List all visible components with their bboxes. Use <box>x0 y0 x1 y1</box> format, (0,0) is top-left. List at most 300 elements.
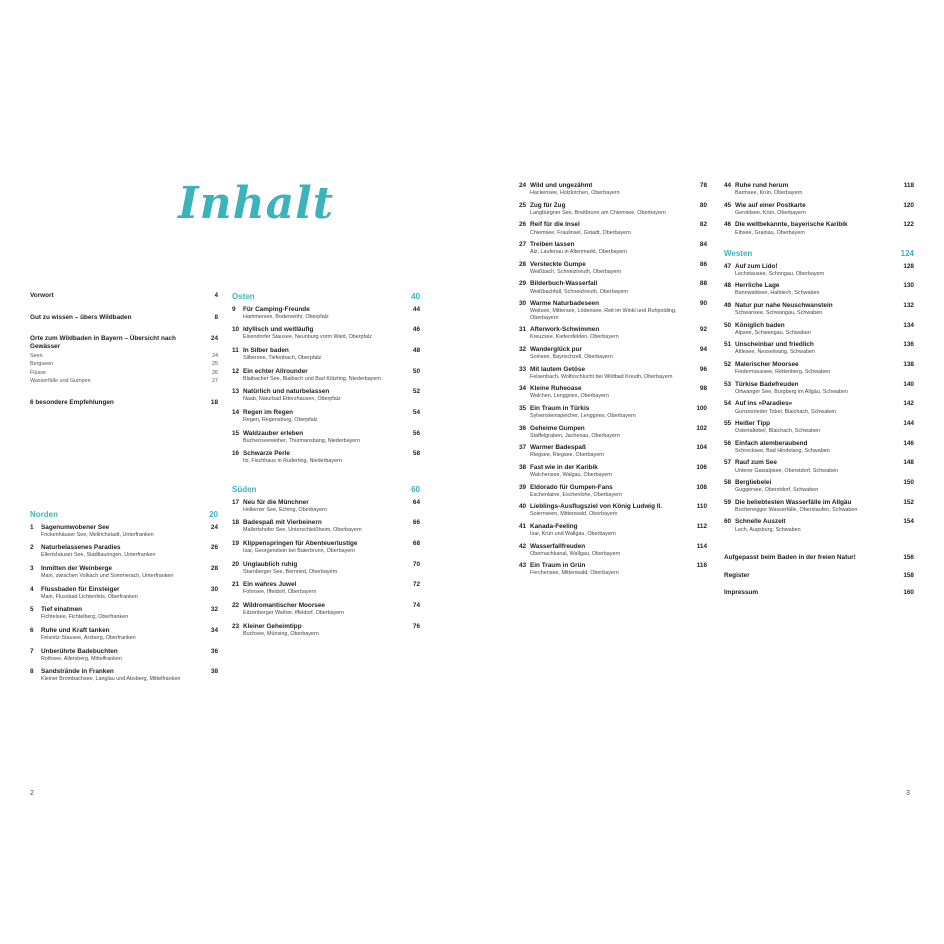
entry-page-number: 24 <box>210 523 218 531</box>
entry-title: Auf ins »Paradies« <box>735 400 793 408</box>
entry-page-number: 30 <box>210 585 218 593</box>
overview-item-page: 27 <box>212 378 218 385</box>
entry-location: Hammersee, Bodenwöhr, Oberpfalz <box>243 313 329 320</box>
entry-number: 57 <box>724 459 732 467</box>
section-heading[interactable] <box>724 249 914 259</box>
toc-entry[interactable] <box>30 399 218 407</box>
entry-page-number: 148 <box>903 459 914 467</box>
entry-title: Tief einatmen <box>41 606 83 614</box>
entry-page-number: 24 <box>210 335 218 343</box>
entry-location: Ostertaltobel, Blaichach, Schwaben <box>735 428 821 435</box>
entry-title: Ein wahres Juwel <box>243 581 297 589</box>
toc-entry-row <box>232 581 420 589</box>
entry-page-number: 118 <box>903 182 914 189</box>
entry-title: Ein echter Allrounder <box>243 367 308 375</box>
section-page: 124 <box>900 249 914 259</box>
entry-page-number: 66 <box>412 519 420 527</box>
entry-title: Treiben lassen <box>530 241 575 249</box>
toc-entry[interactable] <box>519 562 707 577</box>
entry-page-number: 56 <box>412 429 420 437</box>
toc-entry[interactable] <box>232 581 420 596</box>
toc-entry[interactable] <box>519 484 707 499</box>
entry-location: Regen, Regensburg, Oberpfalz <box>243 417 318 424</box>
section-name: Westen <box>724 249 753 259</box>
toc-entry[interactable] <box>519 221 707 236</box>
toc-entry-row <box>30 524 218 532</box>
entry-title: Türkise Badefreuden <box>735 380 799 388</box>
toc-entry-row <box>519 425 707 433</box>
entry-number: 16 <box>232 450 240 458</box>
entry-title: Reif für die Insel <box>530 221 580 229</box>
toc-entry-row <box>724 361 914 369</box>
entry-page-number: 74 <box>412 601 420 609</box>
entry-title: Wildromantischer Moorsee <box>243 601 325 609</box>
entry-page-number: 44 <box>412 305 420 313</box>
entry-number: 34 <box>519 385 527 393</box>
entry-page-number: 86 <box>699 260 707 268</box>
entry-location: Walchensee, Walgau, Oberbayern <box>530 472 612 479</box>
toc-entry-row <box>724 400 914 408</box>
entry-page-number: 72 <box>412 581 420 589</box>
toc-entry-row <box>232 499 420 507</box>
entry-location: Fiedermaussee, Rettenberg, Schwaben <box>735 369 830 376</box>
toc-entry-row <box>30 565 218 573</box>
entry-location: Alpsee, Schwangau, Schwaben <box>735 329 811 336</box>
entry-page-number: 96 <box>699 365 707 373</box>
toc-entry-row <box>724 572 914 580</box>
toc-entry[interactable] <box>724 479 914 494</box>
folio-right: 3 <box>906 790 910 797</box>
toc-entry-row <box>232 450 420 458</box>
section-heading[interactable] <box>30 510 218 520</box>
toc-entry[interactable] <box>724 221 914 236</box>
entry-location: Walchen, Lenggries, Oberbayern <box>530 393 609 400</box>
entry-page-number: 144 <box>903 419 914 427</box>
entry-title: Zug für Zug <box>530 201 566 209</box>
toc-entry-row <box>724 440 914 448</box>
toc-entry[interactable] <box>30 648 218 663</box>
toc-entry[interactable] <box>232 602 420 617</box>
entry-number: 60 <box>724 518 732 526</box>
toc-entry[interactable] <box>519 366 707 381</box>
entry-page-number: 88 <box>699 280 707 288</box>
section-name: Norden <box>30 510 58 519</box>
toc-entry[interactable] <box>724 518 914 533</box>
overview-item-page: 25 <box>212 361 218 368</box>
toc-entry-row <box>232 306 420 314</box>
entry-location: Buchsee, Münsing, Oberbayern <box>243 630 319 637</box>
entry-number: 6 <box>30 626 34 634</box>
entry-page-number: 106 <box>696 463 707 471</box>
entry-page-number: 28 <box>210 564 218 572</box>
toc-entry[interactable] <box>232 499 420 514</box>
toc-entry[interactable] <box>30 314 218 322</box>
toc-entry[interactable] <box>724 440 914 455</box>
toc-entry[interactable] <box>519 300 707 321</box>
entry-number: 23 <box>232 622 240 630</box>
toc-entry[interactable] <box>232 430 420 445</box>
entry-number: 54 <box>724 400 732 408</box>
entry-location: Fohnsee, Iffeldorf, Oberbayern <box>243 589 317 596</box>
section-page: 60 <box>411 484 420 494</box>
toc-entry-row <box>519 221 707 229</box>
entry-location: Isar, Krün und Wallgau, Oberbayern <box>530 531 616 538</box>
entry-page-number: 70 <box>412 560 420 568</box>
toc-entry[interactable] <box>232 561 420 576</box>
toc-entry[interactable] <box>30 292 218 300</box>
toc-entry[interactable] <box>30 544 218 559</box>
entry-location: Unterer Gaisalpsee, Oberstdorf, Schwaben <box>735 467 839 474</box>
toc-entry-row <box>724 282 914 290</box>
page-title: Inhalt <box>178 178 335 229</box>
toc-entry-row <box>519 543 707 551</box>
entry-location: Hollerner See, Eching, Oberbayern <box>243 506 327 513</box>
entry-location: Schrecksee, Bad Hindelang, Schwaben <box>735 447 830 454</box>
toc-entry[interactable] <box>724 202 914 217</box>
entry-location: Blaibacher See, Blaibach und Bad Kötzting, Niederbayern <box>243 375 382 382</box>
toc-entry-row <box>232 430 420 438</box>
toc-entry-row <box>30 668 218 676</box>
entry-page-number: 136 <box>903 341 914 349</box>
toc-entry[interactable] <box>519 280 707 295</box>
entry-number: 36 <box>519 424 527 432</box>
overview-item-page: 24 <box>212 352 218 359</box>
overview-item-title: Wasserfälle und Gumpen <box>30 378 91 385</box>
entry-title: Die beliebtesten Wasserfälle im Allgäu <box>735 498 852 506</box>
entry-title: Wasserfallfreuden <box>530 542 586 550</box>
entry-location: Geroldsee, Krün, Oberbayern <box>735 209 806 216</box>
toc-entry-row <box>232 347 420 355</box>
toc-entry[interactable] <box>724 361 914 376</box>
entry-page-number: 68 <box>412 539 420 547</box>
toc-entry-row <box>724 420 914 428</box>
overview-item-title: Bergseen <box>30 361 54 368</box>
entry-location: Guggersee, Oberstdorf, Schwaben <box>735 487 819 494</box>
entry-title: Vorwort <box>30 292 54 299</box>
section-spacer <box>724 538 914 554</box>
entry-title: Fast wie in der Karibik <box>530 463 598 471</box>
entry-number: 15 <box>232 429 240 437</box>
overview-item[interactable] <box>30 353 218 359</box>
toc-entry[interactable] <box>724 459 914 474</box>
entry-location: Hackensee, Holzkirchen, Oberbayern <box>530 190 620 197</box>
toc-entry[interactable] <box>724 400 914 415</box>
entry-title: Warmer Badespaß <box>530 444 586 452</box>
entry-location: Obernachkanal, Wallgau, Oberbayern <box>530 550 621 557</box>
overview-item-page: 26 <box>212 369 218 376</box>
entry-title: Geheime Gumpen <box>530 424 585 432</box>
toc-entry[interactable] <box>724 341 914 356</box>
entry-location: Weißbach, Schneizlreuth, Oberbayern <box>530 268 622 275</box>
toc-entry[interactable] <box>724 263 914 278</box>
toc-entry[interactable] <box>519 543 707 558</box>
entry-title: Ein Traum in Türkis <box>530 404 590 412</box>
entry-title: Natürlich und naturbelassen <box>243 388 330 396</box>
toc-entry-row <box>232 602 420 610</box>
entry-page-number: 154 <box>903 518 914 526</box>
toc-entry[interactable] <box>232 306 420 321</box>
toc-entry-row <box>519 405 707 413</box>
entry-number: 24 <box>519 182 527 189</box>
entry-page-number: 82 <box>699 221 707 229</box>
entry-location: Soinsee, Bayrischzell, Oberbayern <box>530 354 613 361</box>
toc-entry-row <box>232 409 420 417</box>
toc-entry[interactable] <box>519 241 707 256</box>
entry-number: 46 <box>724 221 732 229</box>
toc-entry-row <box>519 484 707 492</box>
entry-title: Ein Traum in Grün <box>530 562 586 570</box>
entry-number: 13 <box>232 388 240 396</box>
toc-entry[interactable] <box>30 668 218 683</box>
toc-entry-row <box>519 562 707 570</box>
entry-location: Schwansee, Schwangau, Schwaben <box>735 310 823 317</box>
toc-entry-row <box>724 221 914 229</box>
section-page: 20 <box>209 510 218 519</box>
entry-number: 30 <box>519 300 527 308</box>
entry-page-number: 100 <box>696 404 707 412</box>
entry-title: Für Camping-Freunde <box>243 305 310 313</box>
toc-entry[interactable] <box>232 450 420 465</box>
entry-number: 55 <box>724 419 732 427</box>
entry-title: Mit lautem Getöse <box>530 365 586 373</box>
entry-title: Lieblings-Ausflugsziel von König Ludwig II. <box>530 503 663 511</box>
entry-number: 20 <box>232 560 240 568</box>
entry-page-number: 52 <box>412 388 420 396</box>
entry-number: 5 <box>30 606 34 614</box>
entry-title: Unscheinbar und friedlich <box>735 341 814 349</box>
entry-page-number: 156 <box>903 554 914 562</box>
toc-entry[interactable] <box>519 425 707 440</box>
entry-location: Ferchensee, Mittenwald, Oberbayern <box>530 570 619 577</box>
toc-entry-row <box>30 335 218 350</box>
entry-number: 56 <box>724 439 732 447</box>
entry-title: Schwarze Perle <box>243 450 290 458</box>
toc-entry[interactable] <box>519 182 707 197</box>
entry-location: Feisnitz-Stausee, Arzberg, Oberfranken <box>41 635 136 642</box>
entry-title: Schnelle Auszeit <box>735 518 786 526</box>
entry-number: 29 <box>519 280 527 288</box>
entry-title: Auf zum Lido! <box>735 262 778 270</box>
toc-entry[interactable] <box>724 282 914 297</box>
entry-number: 3 <box>30 564 34 572</box>
toc-entry-row <box>724 518 914 526</box>
overview-item[interactable] <box>30 370 218 376</box>
toc-entry[interactable] <box>519 464 707 479</box>
overview-item[interactable] <box>30 361 218 367</box>
toc-entry-row <box>30 586 218 594</box>
toc-entry[interactable] <box>232 409 420 424</box>
toc-entry[interactable] <box>30 335 218 384</box>
toc-entry[interactable] <box>30 627 218 642</box>
entry-number: 41 <box>519 522 527 530</box>
entry-number: 44 <box>724 182 732 189</box>
entry-location: Eixendorfer Stausee, Neunburg vorm Wald, Oberpfalz <box>243 334 372 341</box>
entry-number: 1 <box>30 523 34 531</box>
entry-number: 9 <box>232 305 236 313</box>
entry-title: Heißer Tipp <box>735 419 771 427</box>
entry-page-number: 76 <box>412 622 420 630</box>
entry-page-number: 32 <box>210 606 218 614</box>
entry-page-number: 112 <box>696 522 707 530</box>
entry-title: Naturbelassenes Paradies <box>41 544 121 552</box>
entry-title: Neu für die Münchner <box>243 498 309 506</box>
entry-page-number: 38 <box>210 668 218 676</box>
toc-entry-row <box>30 314 218 322</box>
toc-entry[interactable] <box>724 302 914 317</box>
entry-title: Eldorado für Gumpen-Fans <box>530 483 613 491</box>
toc-entry[interactable] <box>519 346 707 361</box>
entry-location: Rothsee, Allersberg, Mittelfranken <box>41 655 122 662</box>
toc-entry[interactable] <box>30 586 218 601</box>
toc-entry[interactable] <box>232 519 420 534</box>
entry-number: 27 <box>519 241 527 249</box>
toc-entry[interactable] <box>519 261 707 276</box>
toc-entry[interactable] <box>519 503 707 518</box>
toc-entry-row <box>724 499 914 507</box>
section-name: Osten <box>232 292 255 301</box>
toc-entry[interactable] <box>724 322 914 337</box>
entry-number: 45 <box>724 201 732 209</box>
entry-title: Idyllisch und weitläufig <box>243 326 314 334</box>
toc-entry[interactable] <box>30 606 218 621</box>
entry-title: Wanderglück pur <box>530 345 582 353</box>
entry-page-number: 110 <box>696 503 707 511</box>
toc-entry[interactable] <box>519 444 707 459</box>
entry-page-number: 128 <box>903 262 914 270</box>
toc-entry[interactable] <box>724 572 914 580</box>
toc-entry[interactable] <box>724 589 914 597</box>
entry-page-number: 116 <box>696 562 707 570</box>
entry-location: Buchenseeweiher, Thurmansbang, Niederbayern <box>243 437 361 444</box>
toc-entry-row <box>519 241 707 249</box>
entry-location: Mallertshofer See, Unterschleißheim, Oberbayern <box>243 527 362 534</box>
entry-page-number: 138 <box>903 360 914 368</box>
entry-page-number: 132 <box>903 301 914 309</box>
entry-number: 39 <box>519 483 527 491</box>
toc-entry[interactable] <box>232 388 420 403</box>
entry-location: Starnberger See, Bernried, Oberbayern <box>243 568 338 575</box>
entry-location: Lechstausee, Schongau, Oberbayern <box>735 270 825 277</box>
entry-location: Isar, Georgenstein bei Baierbrunn, Oberbayern <box>243 548 356 555</box>
entry-number: 43 <box>519 562 527 570</box>
toc-entry[interactable] <box>724 381 914 396</box>
entry-title: Herrliche Lage <box>735 282 780 290</box>
toc-entry[interactable] <box>519 523 707 538</box>
entry-number: 12 <box>232 367 240 375</box>
toc-entry-row <box>30 544 218 552</box>
entry-page-number: 114 <box>696 542 707 550</box>
toc-entry[interactable] <box>232 347 420 362</box>
toc-entry[interactable] <box>232 326 420 341</box>
entry-title: Unberührte Badebuchten <box>41 647 118 655</box>
toc-entry-row <box>232 368 420 376</box>
toc-entry-row <box>232 388 420 396</box>
entry-page-number: 48 <box>412 346 420 354</box>
entry-number: 14 <box>232 408 240 416</box>
toc-entry-row <box>519 300 707 308</box>
toc-entry-row <box>30 627 218 635</box>
entry-location: Lech, Augsburg, Schwaben <box>735 526 801 533</box>
entry-title: Inmitten der Weinberge <box>41 564 112 572</box>
toc-entry[interactable] <box>519 385 707 400</box>
entry-title: Kleiner Geheimtipp <box>243 622 302 630</box>
entry-number: 47 <box>724 262 732 270</box>
entry-location: Eibsee, Grainau, Oberbayern <box>735 229 806 236</box>
entry-location: Bannwaldsee, Halblech, Schwaben <box>735 290 820 297</box>
entry-page-number: 122 <box>903 221 914 229</box>
overview-item[interactable] <box>30 378 218 384</box>
entry-location: Alz, Laufenau in Altenmarkt, Oberbayern <box>530 249 628 256</box>
toc-entry-row <box>30 648 218 656</box>
entry-number: 21 <box>232 581 240 589</box>
entry-number: 53 <box>724 380 732 388</box>
toc-entry-row <box>519 366 707 374</box>
toc-entry[interactable] <box>519 326 707 341</box>
entry-location: Eschenlaine, Eschenlohe, Oberbayern <box>530 491 622 498</box>
entry-page-number: 140 <box>903 380 914 388</box>
entry-number: 22 <box>232 601 240 609</box>
entry-number: 35 <box>519 404 527 412</box>
toc-entry[interactable] <box>724 499 914 514</box>
entry-title: Unglaublich ruhig <box>243 560 298 568</box>
entry-location: Ellertshäuser See, Stadtlauringen, Unterfranken <box>41 552 156 559</box>
entry-number: 4 <box>30 585 34 593</box>
toc-entry-row <box>519 346 707 354</box>
entry-location: Barmsee, Krün, Oberbayern <box>735 190 803 197</box>
entry-title: Gut zu wissen – übers Wildbaden <box>30 313 132 321</box>
entry-title: 6 besondere Empfehlungen <box>30 398 114 406</box>
toc-entry[interactable] <box>30 524 218 539</box>
entry-title: Kleine Ruheoase <box>530 385 582 393</box>
entry-title: Sagenumwobener See <box>41 523 110 531</box>
entry-title: Badespaß mit Vierbeinern <box>243 519 322 527</box>
entry-location: Kreuzsee, Kiefersfelden, Oberbayern <box>530 334 619 341</box>
entry-location: Ortwanger See, Burgberg im Allgäu, Schwaben <box>735 388 848 395</box>
toc-entry-row <box>724 202 914 210</box>
toc-entry[interactable] <box>232 540 420 555</box>
toc-entry[interactable] <box>519 405 707 420</box>
entry-page-number: 94 <box>699 345 707 353</box>
toc-entry-row <box>519 202 707 210</box>
entry-page-number: 92 <box>699 326 707 334</box>
section-spacer <box>232 471 420 485</box>
entry-number: 32 <box>519 345 527 353</box>
toc-entry[interactable] <box>519 202 707 217</box>
toc-entry-row <box>724 479 914 487</box>
toc-entry[interactable] <box>724 554 914 562</box>
entry-location: Eitzenberger Weiher, Iffeldorf, Oberbayern <box>243 610 345 617</box>
entry-number: 19 <box>232 539 240 547</box>
section-heading[interactable] <box>232 292 420 302</box>
entry-page-number: 84 <box>699 241 707 249</box>
entry-title: Warme Naturbadeseen <box>530 300 600 308</box>
entry-title: Einfach atemberaubend <box>735 439 808 447</box>
entry-number: 31 <box>519 326 527 334</box>
entry-title: Sandstrände in Franken <box>41 668 114 676</box>
entry-page-number: 8 <box>214 313 218 321</box>
toc-entry-row <box>724 182 914 190</box>
toc-entry[interactable] <box>232 368 420 383</box>
entry-location: Weitsee, Mittersee, Lödensee, Reit im Winkl und Ruhpolding, Oberbayern <box>530 308 677 321</box>
entry-number: 2 <box>30 544 34 552</box>
toc-entry[interactable] <box>724 420 914 435</box>
entry-number: 37 <box>519 444 527 452</box>
section-heading[interactable] <box>232 485 420 495</box>
toc-entry[interactable] <box>232 623 420 638</box>
toc-entry[interactable] <box>724 182 914 197</box>
toc-entry[interactable] <box>30 565 218 580</box>
section-name: Süden <box>232 484 257 494</box>
